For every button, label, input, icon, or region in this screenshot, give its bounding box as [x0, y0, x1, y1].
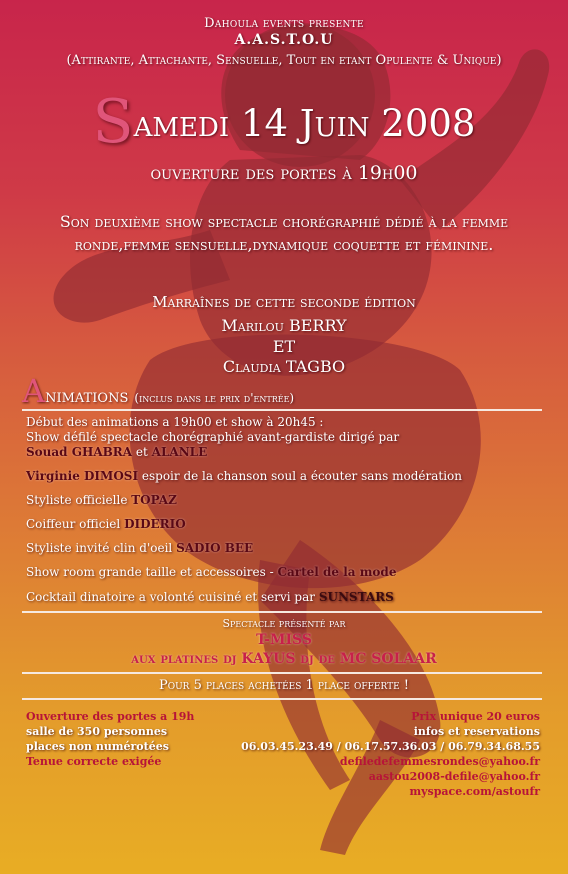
guest-stylist-label: Styliste invité clin d'oeil [26, 541, 173, 555]
divider [22, 611, 542, 613]
info-seating: places non numérotées [26, 740, 169, 753]
presented-by-title: Spectacle présenté par [222, 617, 346, 630]
djs-line: aux platines dj KAYUS dj de MC SOLAAR [131, 651, 437, 667]
cocktail-label: Cocktail dinatoire a volonté cuisiné et servi par [26, 590, 315, 604]
info-dress-code: Tenue correcte exigée [26, 755, 162, 768]
stylist-line [26, 493, 177, 507]
info-capacity: salle de 350 personnes [26, 725, 168, 738]
show-description: Son deuxième show spectacle chorégraphié dédié à la femme ronde,femme sensuelle,dynamique coquette et féminine. [59, 212, 509, 254]
presenter-line: Dahoula events presente [204, 16, 364, 31]
divider [22, 409, 542, 411]
cocktail-name: SUNSTARS [318, 590, 394, 604]
stylist-name: TOPAZ [131, 493, 177, 507]
info-reservations: infos et reservations [413, 725, 540, 738]
event-name: A.A.S.T.O.U [234, 32, 334, 48]
info-price: Prix unique 20 euros [411, 710, 540, 723]
email-link-2[interactable]: aastou2008-defile@yahoo.fr [368, 770, 540, 783]
showroom-name: Cartel de la mode [277, 565, 397, 579]
director-1: Souad GHABRA [26, 445, 133, 459]
cocktail-line [26, 590, 394, 604]
ticket-offer: Pour 5 places achetées 1 place offerte ! [158, 678, 410, 693]
showroom-label: Show room grande taille et accessoires - [26, 565, 274, 579]
hairdresser-label: Coiffeur officiel [26, 517, 121, 531]
singer-name: Virginie DIMOSI [26, 469, 139, 483]
date-text: amedi 14 Juin 2008 [133, 102, 476, 145]
singer-line [26, 469, 462, 483]
show-line: Show défilé spectacle chorégraphié avant-gardiste dirigé par [26, 430, 400, 444]
animations-heading [22, 372, 294, 410]
patron-and: ET [272, 337, 296, 356]
animations-initial-letter: A [22, 372, 46, 410]
doors-opening-line: ouverture des portes à 19h00 [150, 162, 418, 184]
stylist-label: Styliste officielle [26, 493, 128, 507]
patron-name-2: Claudia TAGBO [222, 357, 346, 376]
patrons-title: Marraînes de cette seconde édition [152, 293, 416, 311]
hairdresser-name: DIDERIO [124, 517, 186, 531]
event-date [0, 87, 568, 157]
patron-name-1: Marilou BERRY [221, 316, 347, 335]
divider [22, 698, 542, 700]
date-initial-letter: S [92, 87, 134, 157]
directors-and: et [135, 445, 148, 459]
divider [22, 672, 542, 674]
guest-stylist-line [26, 541, 253, 555]
animations-note: (inclus dans le prix d'entrée) [134, 391, 295, 405]
singer-desc: espoir de la chanson soul a écouter sans modération [141, 469, 462, 483]
host-name: T-MISS [256, 632, 312, 648]
event-tagline: (Attirante, Attachante, Sensuelle, Tout en etant Opulente & Unique) [66, 53, 502, 68]
email-link-1[interactable]: defiledefemmesrondes@yahoo.fr [339, 755, 540, 768]
info-doors: Ouverture des portes a 19h [26, 710, 195, 723]
director-2: ALANLE [151, 445, 208, 459]
hairdresser-line [26, 517, 186, 531]
info-phones: 06.03.45.23.49 / 06.17.57.36.03 / 06.79.34.68.55 [241, 740, 540, 753]
guest-stylist-name: SADIO BEE [176, 541, 254, 555]
animations-title: nimations [45, 385, 129, 407]
myspace-link[interactable]: myspace.com/astoufr [409, 785, 540, 798]
animations-start-line: Début des animations a 19h00 et show à 20h45 : [26, 415, 324, 429]
showroom-line [26, 565, 396, 579]
directors-line [26, 445, 207, 459]
